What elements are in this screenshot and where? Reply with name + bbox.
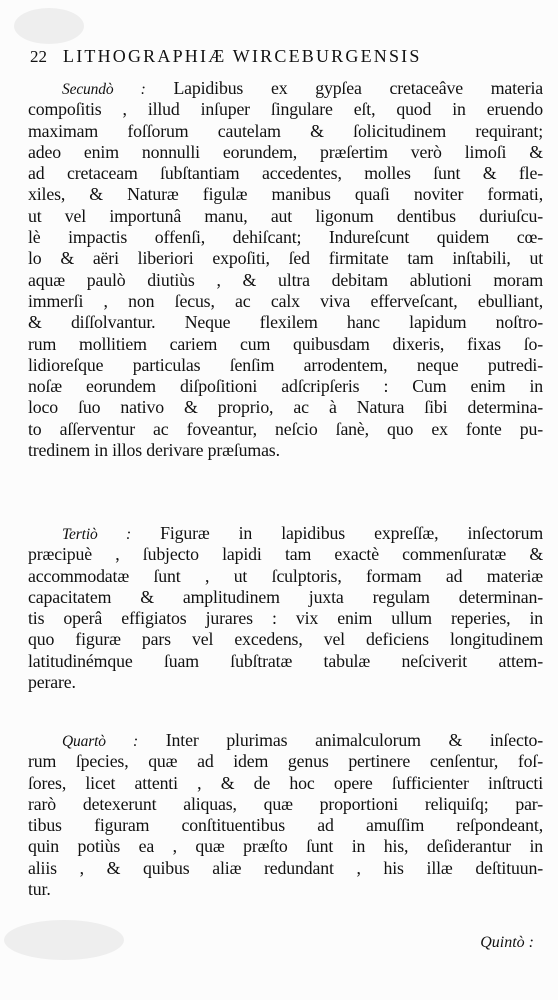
catchword: Quintò : [480, 934, 534, 951]
text-line: xiles, & Naturæ figulæ manibus quaſi noviter formati, [28, 184, 543, 205]
text-line: quin potiùs ea , quæ præſto ſunt in his, deſiderantur in [28, 836, 543, 857]
text-line: loco ſuo nativo & proprio, ac à Natura ſibi determina- [28, 397, 543, 418]
text-line: aliis , & quibus aliæ redundant , his illæ deſtituun- [28, 857, 543, 878]
paragraph-lead: Tertiò : [62, 526, 132, 543]
page-number: 22 [30, 47, 47, 66]
line-text: Inter plurimas animalculorum & inſecto- [165, 730, 543, 750]
text-line: maximam foſſorum cautelam & ſolicitudinem requirant; [28, 120, 543, 141]
text-line: ad cretaceam ſubſtantiam accedentes, molles ſunt & fle- [28, 163, 543, 184]
text-line: adeo enim nonnulli eorundem, præſertim verò limoſi & [28, 141, 543, 162]
text-line: tur. [28, 879, 51, 900]
text-line: & diſſolvantur. Neque flexilem hanc lapidum noſtro- [28, 312, 543, 333]
text-line: lidioreſque particulas ſenſim arrodentem, neque putredi- [28, 354, 543, 375]
paragraph-secundo [28, 78, 543, 461]
text-line: tis operâ effigiatos jurares : vix enim ullum reperies, in [28, 608, 543, 629]
text-line: noſæ eorundem diſpoſitioni adſcripſeris : Cum enim in [28, 376, 543, 397]
text-line: aquæ paulò diutiùs , & ultra debitam ablutioni moram [28, 269, 543, 290]
paper-stain [14, 8, 84, 44]
text-line: rum ſpecies, quæ ad idem genus pertinere cenſentur, foſ- [28, 751, 543, 772]
text-line: tredinem in illos derivare præſumas. [28, 440, 280, 461]
paragraph-quarto [28, 730, 543, 900]
text-line [28, 730, 543, 751]
text-line: perare. [28, 672, 76, 693]
paragraph-lead: Quartò : [62, 733, 139, 750]
text-line: tibus figuram conſtituentibus ad amuſſim reſpondeant, [28, 815, 543, 836]
text-line: ſores, licet attenti , & de hoc opere ſufficienter inſtructi [28, 772, 543, 793]
text-line: quo figuræ pars vel excedens, vel deficiens longitudinem [28, 629, 543, 650]
line-text: Figuræ in lapidibus expreſſæ, inſectorum [160, 523, 543, 543]
paragraph-tertio [28, 523, 543, 693]
text-line [28, 78, 543, 99]
text-line: accommodatæ ſunt , ut ſculptoris, formam ad materiæ [28, 565, 543, 586]
line-text: Lapidibus ex gypſea cretaceâve materia [173, 78, 543, 98]
text-line: capacitatem & amplitudinem juxta regulam determinan- [28, 586, 543, 607]
text-line: to aſſerventur ac foveantur, neſcio ſanè, quo ex fonte pu- [28, 418, 543, 439]
text-line [28, 523, 543, 544]
text-line: immerſi , non ſecus, ac calx viva efferveſcant, ebulliant, [28, 290, 543, 311]
text-line: rum mollitiem cariem cum quibusdam dixeris, fixas ſo- [28, 333, 543, 354]
paper-stain [4, 920, 124, 960]
text-line: rarò detexerunt aliquas, quæ proportioni reliquiſq; par- [28, 793, 543, 814]
page-header [30, 46, 530, 70]
text-line: lè impactis offenſi, dehiſcant; Indureſcunt quidem cœ- [28, 227, 543, 248]
text-line: latitudinémque ſuam ſubſtratæ tabulæ neſciverit attem- [28, 650, 543, 671]
text-line: compoſitis , illud inſuper ſingulare eſt, quod in eruendo [28, 99, 543, 120]
running-title: LITHOGRAPHIÆ WIRCEBURGENSIS [63, 46, 422, 66]
text-line: lo & aëri liberiori expoſiti, ſed firmitate tam inſtabili, ut [28, 248, 543, 269]
paragraph-lead: Secundò : [62, 81, 146, 98]
text-line: ut vel importunâ manu, aut ligonum dentibus duriuſcu- [28, 205, 543, 226]
text-line: præcipuè , ſubjecto lapidi tam exactè commenſuratæ & [28, 544, 543, 565]
